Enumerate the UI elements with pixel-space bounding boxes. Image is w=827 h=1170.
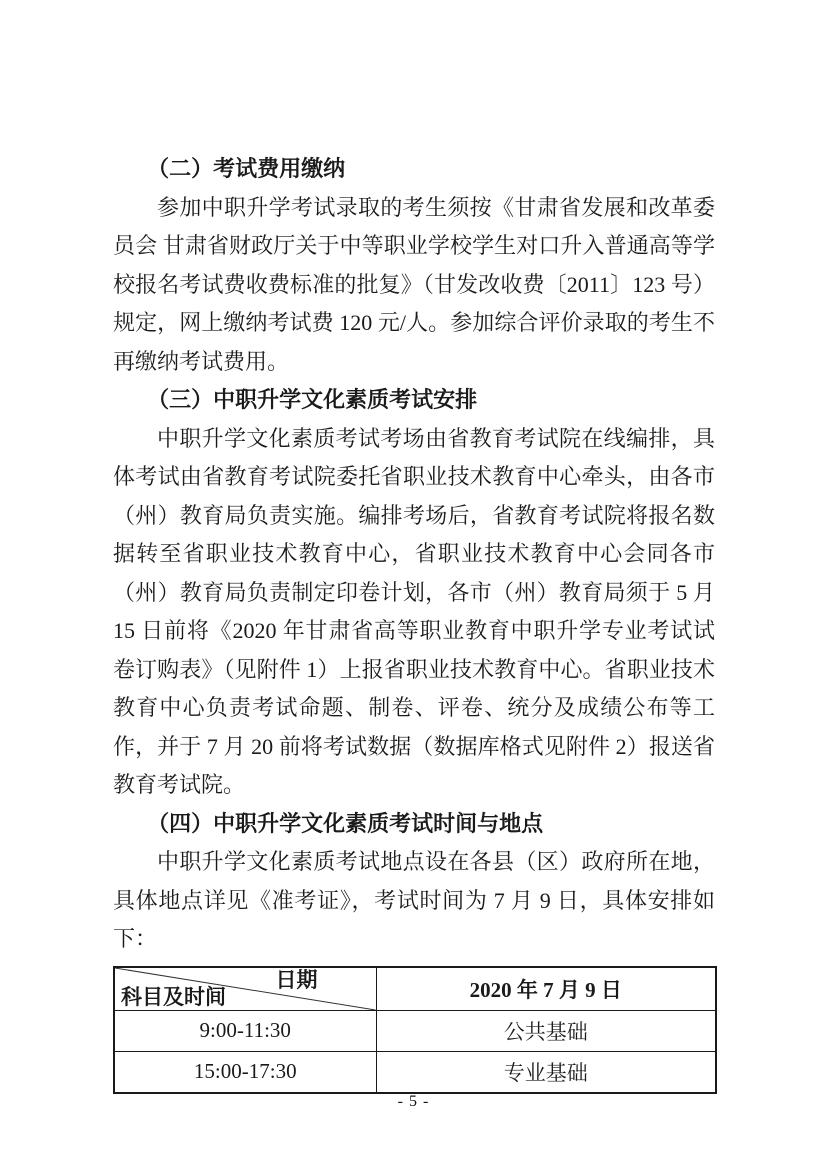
table-header-row (114, 967, 716, 1011)
exam-time-morning: 9:00-11:30 (114, 1010, 376, 1051)
section-heading-exam-arrangement: （三）中职升学文化素质考试安排 (147, 387, 478, 412)
paragraph-exam-arrangement: 中职升学文化素质考试考场由省教育考试院在线编排，具体考试由省教育考试院委托省职业技术教育中心牵头，由各市（州）教育局负责实施。编排考场后，省教育考试院将报名数据转至省职业技术教育中心，省职业技术教育中心会同各市（州）教育局负责制定印卷计划，各市（州）教育局须于 5 月 15 日前将《2020 年甘肃省高等职业教育中职升学专业考试试卷订购表》（见附件 1）上报省职业技术教育中心。省职业技术教育中心负责考试命题、制卷、评卷、统分及成绩公布等工作，并于 7 月 20 前将考试数据（数据库格式见附件 2）报送省教育考试院。 (113, 425, 715, 797)
page-footer (0, 1093, 827, 1111)
table-row-afternoon (114, 1051, 716, 1093)
exam-time-afternoon: 15:00-17:30 (114, 1051, 376, 1093)
table-corner-cell (114, 967, 376, 1011)
corner-label-date: 日期 (275, 967, 318, 992)
paragraph-fee-payment: 参加中职升学考试录取的考生须按《甘肃省发展和改革委员会 甘肃省财政厅关于中等职业学校学生对口升入普通高等学校报名考试费收费标准的批复》（甘发改收费〔2011〕123 号）规定，网上缴纳考试费 120 元/人。参加综合评价录取的考生不再缴纳考试费用。 (113, 194, 715, 374)
section-heading-fee-payment: （二）考试费用缴纳 (147, 156, 346, 181)
exam-subject-afternoon: 专业基础 (376, 1051, 716, 1093)
exam-schedule-table (113, 966, 717, 1094)
paragraph-exam-time-place: 中职升学文化素质考试地点设在各县（区）政府所在地，具体地点详见《准考证》，考试时间为 7 月 9 日，具体安排如下： (113, 849, 715, 951)
table-date-header: 2020 年 7 月 9 日 (376, 967, 716, 1011)
page-number: - 5 - (397, 1093, 430, 1110)
document-body (113, 150, 715, 1094)
section-heading-exam-time-place: （四）中职升学文化素质考试时间与地点 (147, 810, 544, 836)
exam-subject-morning: 公共基础 (376, 1010, 716, 1051)
corner-label-subject-time: 科目及时间 (121, 984, 226, 1009)
table-row-morning (114, 1010, 716, 1051)
